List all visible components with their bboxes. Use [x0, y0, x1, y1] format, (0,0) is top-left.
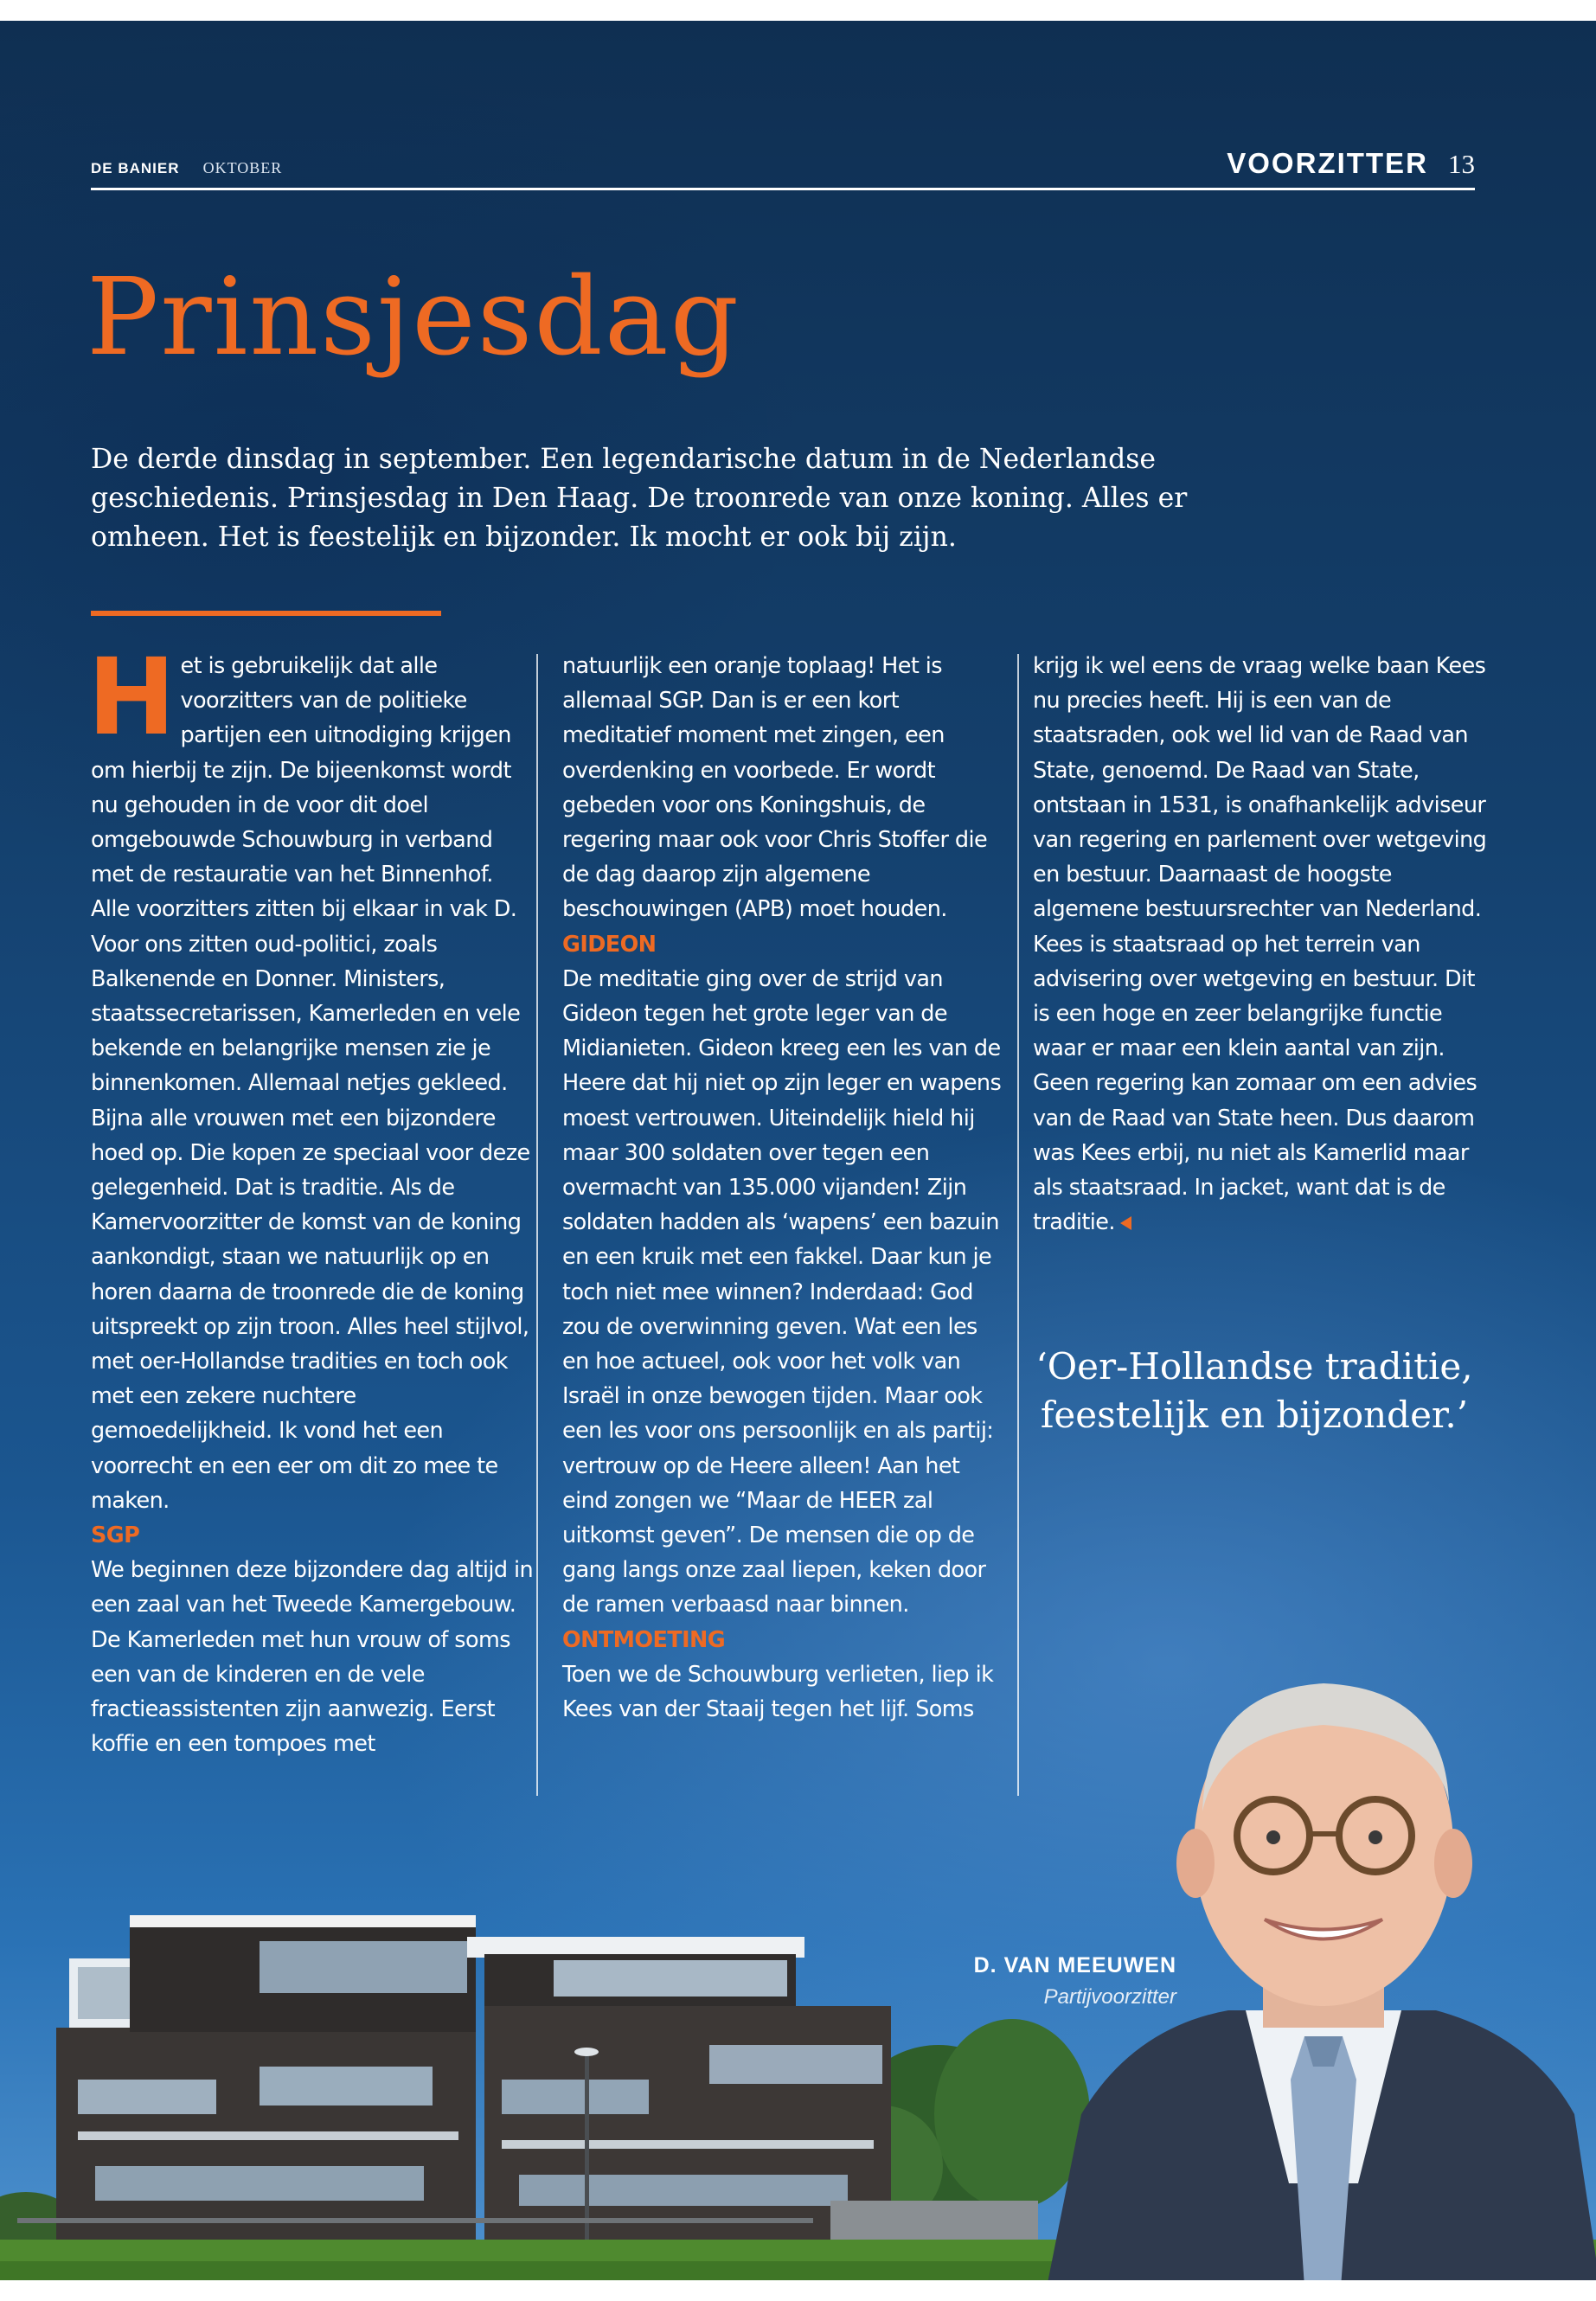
staatsraad-text: krijg ik wel eens de vraag welke baan Kees nu precies heeft. Hij is een van de staatsraden, ook wel lid van de Raad van State, genoemd. De Raad van State, ontstaan in 1531, is onafhankelijk adviseur van regering en parlement over wetgeving en bestuur. Daarnaast de hoogste algemene bestuursrechter van Nederland. Kees is staatsraad op het terrein van advisering over wetgeving en bestuur. Dit is een hoge en zeer belangrijke functie waar er maar een klein aantal van zijn. Geen regering kan zomaar om een advies van de Raad van State heen. Dus daarom was Kees erbij, nu niet als Kamerlid maar als staatsraad. In jacket, want dat is de traditie. — [1033, 653, 1487, 1236]
text-column-1 — [87, 636, 536, 1762]
caption-name: D. VAN MEEUWEN — [973, 1953, 1176, 1977]
column-divider — [1017, 654, 1019, 1796]
accent-divider — [91, 611, 441, 616]
end-mark-icon — [1120, 1216, 1131, 1230]
running-header-right — [1227, 147, 1475, 180]
issue-month: OKTOBER — [202, 159, 283, 176]
intro-paragraph — [87, 636, 536, 1518]
section-title: VOORZITTER — [1227, 147, 1428, 179]
header-divider — [91, 188, 1475, 190]
pull-quote: ‘Oer-Hollandse traditie, feestelijk en bijzonder.’ — [1035, 1345, 1473, 1436]
page-number: 13 — [1448, 149, 1475, 179]
column-divider — [536, 654, 538, 1796]
magazine-name: DE BANIER — [91, 160, 180, 176]
continued-paragraph: natuurlijk een oranje toplaag! Het is allemaal SGP. Dan is er een kort meditatief moment met zingen, een overdenking en voorbede. Er wordt gebeden voor ons Koningshuis, de regering maar ook voor Chris Stoffer die de dag daarop zijn algemene beschouwingen (APB) moet houden. — [562, 653, 988, 923]
sgp-paragraph: We beginnen deze bijzondere dag altijd in een zaal van het Tweede Kamergebouw. De Kamerleden met hun vrouw of soms een van de kinderen en de vele fractieassistenten zijn aanwezig. Eerst koffie en een tompoes met — [91, 1557, 534, 1758]
text-column-2 — [562, 649, 1008, 1727]
article-lede: De derde dinsdag in september. Een legendarische datum in de Nederlandse geschiedenis. Prinsjesdag in Den Haag. De troonrede van onze koning. Alles er omheen. Het is feestelijk en bijzonder. Ik mocht er ook bij zijn. — [91, 444, 1188, 553]
caption-role: Partijvoorzitter — [1043, 1985, 1176, 2009]
ontmoeting-paragraph: Toen we de Schouwburg verlieten, liep ik Kees van der Staaij tegen het lijf. Soms — [562, 1661, 994, 1723]
subheading-gideon: GIDEON — [562, 931, 657, 958]
running-header-left — [91, 159, 282, 177]
gideon-paragraph: De meditatie ging over de strijd van Gideon tegen het grote leger van de Midianieten. Gideon kreeg een les van de Heere dat hij niet op zijn leger en wapens moest vertrouwen. Uiteindelijk hield hij maar 300 soldaten over tegen een overmacht van 135.000 vijanden! Zijn soldaten hadden als ‘wapens’ een bazuin en een kruik met een fakkel. Daar kun je toch niet mee winnen? Inderdaad: God zou de overwinning geven. Wat een les en hoe actueel, ook voor het volk van Israël in onze bewogen tijden. Maar ook een les voor ons persoonlijk en als partij: vertrouw op de Heere alleen! Aan het eind zongen we “Maar de HEER zal uitkomst geven”. De mensen die op de gang langs onze zaal liepen, keken door de ramen verbaasd naar binnen. — [562, 965, 1002, 1618]
subheading-ontmoeting: ONTMOETING — [562, 1626, 726, 1653]
photo-caption — [974, 1953, 1176, 2009]
magazine-page — [0, 21, 1596, 2280]
article-title: Prinsjesdag — [87, 255, 741, 380]
subheading-sgp: SGP — [91, 1522, 140, 1549]
photo-area — [0, 1855, 1596, 2280]
staatsraad-paragraph — [1033, 649, 1487, 1240]
text-column-3 — [1033, 649, 1487, 1240]
intro-text: et is gebruikelijk dat alle voorzitters van de politieke partijen een uitnodiging krijgen om hierbij te zijn. De bijeenkomst wordt nu gehouden in de voor dit doel omgebouwde Schouwburg in verband met de restauratie van het Binnenhof. Alle voorzitters zitten bij elkaar in vak D. Voor ons zitten oud-politici, zoals Balkenende en Donner. Ministers, staatssecretarissen, Kamerleden en vele bekende en belangrijke mensen zie je binnenkomen. Allemaal netjes gekleed. Bijna alle vrouwen met een bijzondere hoed op. Die kopen ze speciaal voor deze gelegenheid. Dat is traditie. Als de Kamervoorzitter de komst van de koning aankondigt, staan we natuurlijk op en horen daarna de troonrede die de koning uitspreekt op zijn troon. Alles heel stijlvol, met oer-Hollandse tradities en toch ook met een zekere nuchtere gemoedelijkheid. Ik vond het een voorrecht en een eer om dit zo mee te maken. — [91, 653, 530, 1514]
drop-cap: H — [87, 636, 176, 759]
